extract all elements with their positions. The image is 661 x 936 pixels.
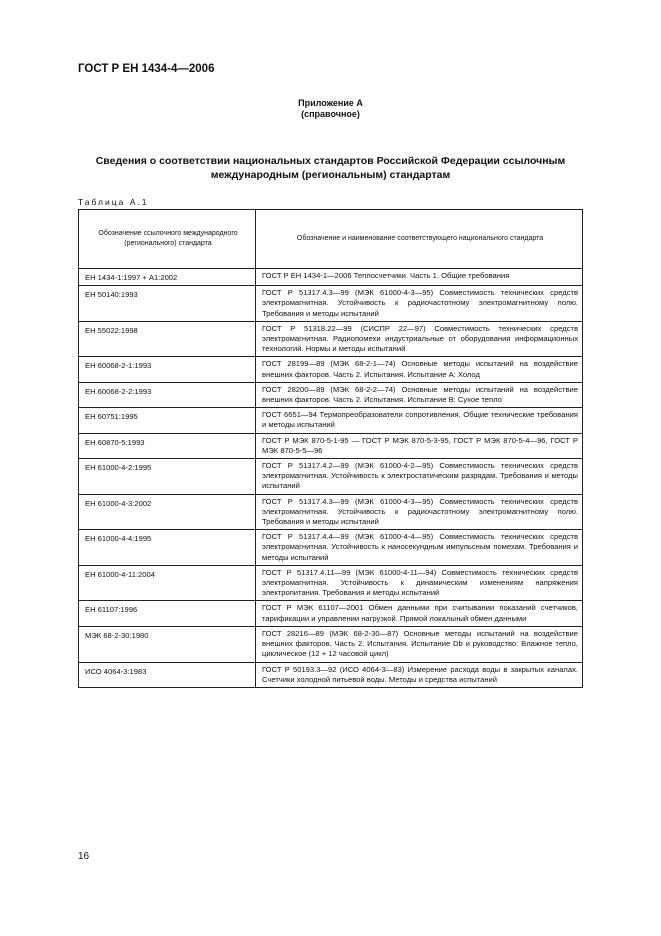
national-standard-cell: ГОСТ 28199—89 (МЭК 68-2-1—74) Основные методы испытаний на воздействие внешних факторов. Часть 2. Испытания. Испытание А: Холод: [256, 357, 583, 382]
national-standard-cell: ГОСТ Р ЕН 1434-1—2006 Теплосчетчики. Часть 1. Общие требования: [256, 269, 583, 286]
document-code: ГОСТ Р ЕН 1434-4—2006: [78, 63, 215, 75]
annex-title: Приложение А: [298, 98, 363, 108]
national-standard-cell: ГОСТ Р 51317.4.2—99 (МЭК 61000-4-2—95) Совместимость технических средств электромагнитная. Устойчивость к электростатическим разрядам. Требования и методы испытаний: [256, 459, 583, 495]
table-body: [79, 210, 583, 688]
national-standard-cell: ГОСТ Р 51318.22—99 (СИСПР 22—97) Совместимость технических средств электромагнитная. Радиопомехи индустриальные от оборудования информационных технологий. Нормы и методы испытаний: [256, 321, 583, 357]
table-row: [79, 269, 583, 286]
header-reference-standard: Обозначение ссылочного международного (регионального) стандарта: [79, 210, 256, 269]
national-standard-cell: ГОСТ Р 50193.3—92 (ИСО 4064-3—83) Измерение расхода воды в закрытых каналах. Счетчики холодной питьевой воды. Методы и средства испытаний: [256, 662, 583, 687]
national-standard-cell: ГОСТ Р 51317.4.11—99 (МЭК 61000-4-11—94) Совместимость технических средств электромагнитная. Устойчивость к динамическим изменениям напряжения электропитания. Требования и методы испытаний: [256, 565, 583, 601]
table-caption: Таблица А.1: [78, 197, 149, 207]
table-row: [79, 321, 583, 357]
reference-standard-cell: ЕН 60068-2-1:1993: [79, 357, 256, 382]
table-row: [79, 382, 583, 407]
reference-standard-cell: ИСО 4064-3:1983: [79, 662, 256, 687]
table-row: [79, 626, 583, 662]
reference-standard-cell: ЕН 61000-4-2:1995: [79, 459, 256, 495]
national-standard-cell: ГОСТ Р 51317.4.3—99 (МЭК 61000-4-3—95) Совместимость технических средств электромагнитная. Устойчивость к радиочастотному электромагнитному полю. Требования и методы испытаний: [256, 494, 583, 530]
reference-standard-cell: ЕН 60751:1995: [79, 408, 256, 433]
reference-standard-cell: ЕН 60870-5:1993: [79, 433, 256, 458]
table-row: [79, 459, 583, 495]
national-standard-cell: ГОСТ Р МЭК 61107—2001 Обмен данными при считывании показаний счетчиков, тарификации и управлении нагрузкой. Прямой локальный обмен данными: [256, 601, 583, 626]
reference-standard-cell: ЕН 1434-1:1997 + А1:2002: [79, 269, 256, 286]
correspondence-table: [78, 209, 583, 688]
table-row: [79, 494, 583, 530]
section-title: Сведения о соответствии национальных стандартов Российской Федерации ссылочным международным (региональным) стандартам: [95, 155, 566, 181]
reference-standard-cell: ЕН 55022:1998: [79, 321, 256, 357]
table-row: [79, 601, 583, 626]
table-row: [79, 662, 583, 687]
national-standard-cell: ГОСТ 6651—94 Термопреобразователи сопротивления. Общие технические требования и методы испытаний: [256, 408, 583, 433]
page-number: 16: [78, 851, 90, 862]
national-standard-cell: ГОСТ Р МЭК 870-5-1-95 — ГОСТ Р МЭК 870-5-3-95, ГОСТ Р МЭК 870-5-4—96, ГОСТ Р МЭК 870-5-5—96: [256, 433, 583, 458]
reference-standard-cell: ЕН 60068-2-2:1993: [79, 382, 256, 407]
table-row: [79, 565, 583, 601]
reference-standard-cell: МЭК 68-2-30:1980: [79, 626, 256, 662]
reference-standard-cell: ЕН 50140:1993: [79, 286, 256, 322]
table-row: [79, 286, 583, 322]
header-national-standard: Обозначение и наименование соответствующего национального стандарта: [256, 210, 583, 269]
national-standard-cell: ГОСТ Р 51317.4.3—99 (МЭК 61000-4-3—95) Совместимость технических средств электромагнитная. Устойчивость к радиочастотному электромагнитному полю. Требования и методы испытаний: [256, 286, 583, 322]
annex-subtitle: (справочное): [301, 109, 360, 119]
national-standard-cell: ГОСТ 28216—89 (МЭК 68-2-30—87) Основные методы испытаний на воздействие внешних факторов. Часть 2. Испытания. Испытание Db и руководство: Влажное тепло, циклическое (12 + 12 часовой цикл): [256, 626, 583, 662]
national-standard-cell: ГОСТ 28200—89 (МЭК 68-2-2—74) Основные методы испытаний на воздействие внешних факторов. Часть 2. Испытания. Испытание В: Сухое тепло: [256, 382, 583, 407]
table-row: [79, 408, 583, 433]
reference-standard-cell: ЕН 61107:1996: [79, 601, 256, 626]
national-standard-cell: ГОСТ Р 51317.4.4—99 (МЭК 61000-4-4—95) Совместимость технических средств электромагнитная. Устойчивость к наносекундным импульсным помехам. Требования и методы испытаний: [256, 530, 583, 566]
table-row: [79, 357, 583, 382]
reference-standard-cell: ЕН 61000-4-11:2004: [79, 565, 256, 601]
table-row: [79, 433, 583, 458]
table-header-row: [79, 210, 583, 269]
reference-standard-cell: ЕН 61000-4-4:1995: [79, 530, 256, 566]
reference-standard-cell: ЕН 61000-4-3:2002: [79, 494, 256, 530]
table-row: [79, 530, 583, 566]
